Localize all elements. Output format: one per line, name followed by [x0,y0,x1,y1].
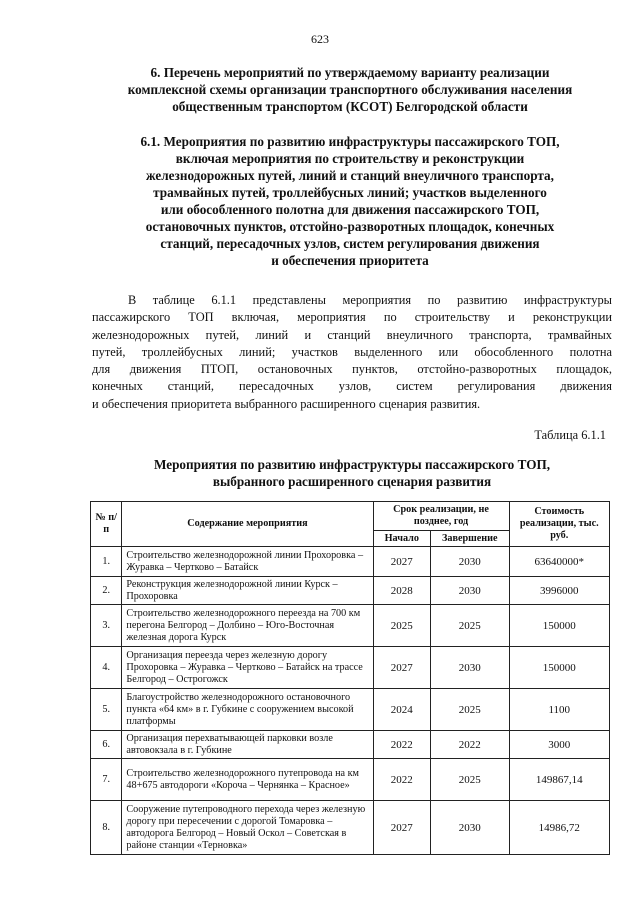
cell-cost: 63640000* [509,547,609,577]
cell-end: 2025 [431,689,509,731]
measures-table [90,501,610,855]
cell-start: 2027 [373,647,431,689]
paragraph-line: и обеспечения приоритета выбранного расширенного сценария развития. [92,396,481,411]
cell-cost: 150000 [509,605,609,647]
header-end: Завершение [431,531,509,547]
table-label: Таблица 6.1.1 [534,428,606,442]
cell-num: 5. [91,689,122,731]
table-title [92,456,612,490]
cell-start: 2022 [373,731,431,759]
cell-cost: 14986,72 [509,801,609,855]
cell-start: 2027 [373,801,431,855]
table-title-line: выбранного расширенного сценария развития [212,474,492,489]
table-row [91,689,610,731]
header-cost: Стоимость реализации, тыс. руб. [509,502,609,547]
cell-num: 8. [91,801,122,855]
table-row [91,801,610,855]
table-title-line: Мероприятия по развитию инфраструктуры пассажирского ТОП, [153,457,551,472]
subsection-title-line: железнодорожных путей, линий и станций внеуличного транспорта, [146,168,554,183]
table-row [91,547,610,577]
cell-name: Организация переезда через железную дорогу Прохоровка – Журавка – Чертково – Батайск на трассе Белгород – Острогожск [122,647,373,689]
cell-end: 2030 [431,647,509,689]
table-row [91,759,610,801]
subsection-title-line: или обособленного полотна для движения пассажирского ТОП, [160,202,540,217]
cell-cost: 3996000 [509,577,609,605]
subsection-title-line: станций, пересадочных узлов, систем регулирования движения [160,236,540,251]
cell-end: 2030 [431,801,509,855]
cell-cost: 149867,14 [509,759,609,801]
subsection-title [90,133,610,269]
paragraph-line: железнодорожных путей, линий и станций внеуличного транспорта, трамвайных [92,327,612,342]
subsection-title-line: включая мероприятия по строительству и реконструкции [175,151,525,166]
cell-num: 6. [91,731,122,759]
section-title [90,64,610,115]
subsection-title-line: и обеспечения приоритета [271,253,429,268]
table-row [91,731,610,759]
cell-num: 4. [91,647,122,689]
section-title-line: общественным транспортом (КСОТ) Белгородской области [172,99,528,114]
page-number: 623 [311,32,329,46]
table-row [91,577,610,605]
cell-num: 3. [91,605,122,647]
cell-start: 2024 [373,689,431,731]
subsection-title-line: 6.1. Мероприятия по развитию инфраструктуры пассажирского ТОП, [140,134,560,149]
cell-num: 2. [91,577,122,605]
cell-end: 2025 [431,759,509,801]
cell-end: 2030 [431,577,509,605]
paragraph-line: пассажирского ТОП включая, мероприятия по строительству и реконструкции [92,310,612,325]
paragraph-line: путей, троллейбусных линий; участков выделенного или обособленного полотна [92,344,612,359]
cell-cost: 1100 [509,689,609,731]
table-row [91,647,610,689]
section-title-line: 6. Перечень мероприятий по утверждаемому варианту реализации [150,65,550,80]
cell-start: 2022 [373,759,431,801]
cell-name: Благоустройство железнодорожного остановочного пункта «64 км» в г. Губкине с сооружением высокой платформы [122,689,373,731]
section-title-line: комплексной схемы организации транспортного обслуживания населения [127,82,573,97]
header-name: Содержание мероприятия [122,502,373,547]
cell-cost: 3000 [509,731,609,759]
paragraph-line: В таблице 6.1.1 представлены мероприятия по развитию инфраструктуры [128,293,612,307]
subsection-title-line: остановочных пунктов, отстойно-разворотных площадок, конечных [145,219,555,234]
cell-start: 2028 [373,577,431,605]
paragraph-line: конечных станций, пересадочных узлов, систем регулирования движения [92,379,612,394]
cell-end: 2030 [431,547,509,577]
subsection-title-line: трамвайных путей, троллейбусных линий; участков выделенного [153,185,547,200]
cell-name: Строительство железнодорожного переезда на 700 км перегона Белгород – Долбино – Юго-Восточная железная дорога Курск [122,605,373,647]
paragraph-line: для движения ПТОП, остановочных пунктов, отстойно-разворотных площадок, [92,362,612,377]
cell-num: 1. [91,547,122,577]
cell-name: Реконструкция железнодорожной линии Курск – Прохоровка [122,577,373,605]
header-start: Начало [373,531,431,547]
cell-num: 7. [91,759,122,801]
table-row [91,605,610,647]
cell-start: 2027 [373,547,431,577]
cell-start: 2025 [373,605,431,647]
cell-name: Сооружение путепроводного перехода через железную дорогу при пересечении с дорогой Томаровка – автодорога Белгород – Новый Оскол – Советская в районе станции «Терновка» [122,801,373,855]
cell-end: 2022 [431,731,509,759]
cell-cost: 150000 [509,647,609,689]
cell-name: Организация перехватывающей парковки возле автовокзала в г. Губкине [122,731,373,759]
cell-end: 2025 [431,605,509,647]
intro-paragraph [92,292,612,413]
header-num: № п/п [91,502,122,547]
header-deadline: Срок реализации, не позднее, год [373,502,509,531]
cell-name: Строительство железнодорожного путепровода на км 48+675 автодороги «Короча – Чернянка – Красное» [122,759,373,801]
cell-name: Строительство железнодорожной линии Прохоровка – Журавка – Чертково – Батайск [122,547,373,577]
